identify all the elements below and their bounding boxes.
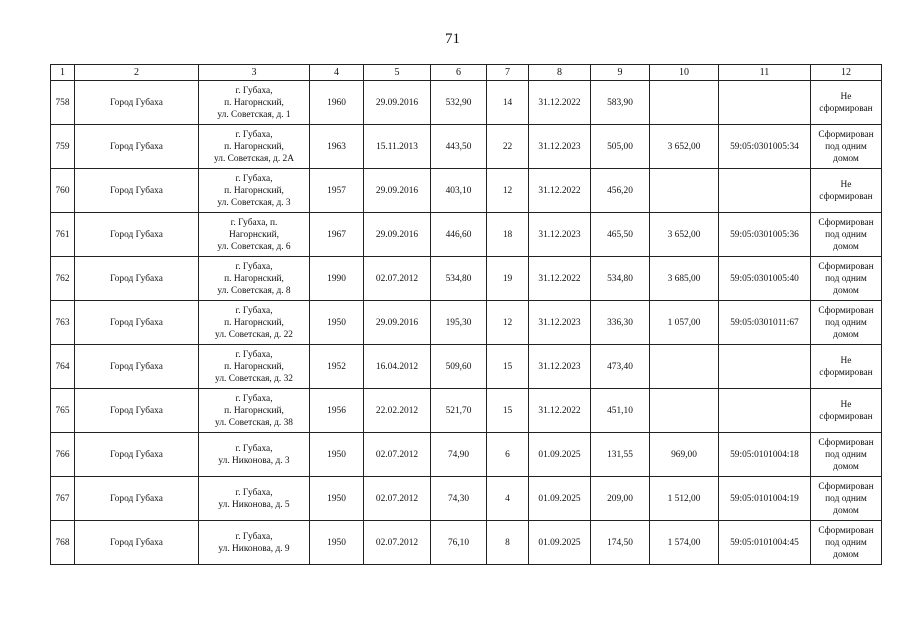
- year-cell: 1967: [310, 213, 364, 257]
- status-line: под одним: [825, 537, 867, 548]
- address-line: г. Губаха,: [235, 305, 273, 316]
- status-line: домом: [833, 505, 859, 516]
- column-header-3: 3: [199, 65, 310, 81]
- deadline-cell: 31.12.2022: [529, 389, 591, 433]
- area-2-cell: 451,10: [591, 389, 650, 433]
- address-line: г. Губаха,: [235, 129, 273, 140]
- area-cell: 74,90: [431, 433, 487, 477]
- land-area-cell: 1 512,00: [650, 477, 719, 521]
- area-cell: 532,90: [431, 81, 487, 125]
- table-row: [51, 213, 882, 257]
- row-number-cell: 758: [51, 81, 75, 125]
- land-area-cell: [650, 169, 719, 213]
- deadline-cell: 01.09.2025: [529, 477, 591, 521]
- address-line: п. Нагорнский,: [224, 405, 284, 416]
- count-cell: 15: [487, 345, 529, 389]
- land-area-cell: 1 057,00: [650, 301, 719, 345]
- date-cell: 02.07.2012: [364, 433, 431, 477]
- address-line: п. Нагорнский,: [224, 361, 284, 372]
- land-area-cell: 1 574,00: [650, 521, 719, 565]
- status-cell: [811, 81, 882, 125]
- area-2-cell: 456,20: [591, 169, 650, 213]
- area-2-cell: 534,80: [591, 257, 650, 301]
- row-number-cell: 764: [51, 345, 75, 389]
- address-line: ул. Советская, д. 3: [217, 197, 291, 208]
- address-line: п. Нагорнский,: [224, 273, 284, 284]
- status-line: домом: [833, 241, 859, 252]
- address-cell: [199, 257, 310, 301]
- status-line: Сформирован: [818, 305, 874, 316]
- year-cell: 1950: [310, 433, 364, 477]
- address-line: ул. Советская, д. 8: [217, 285, 291, 296]
- address-line: п. Нагорнский,: [224, 317, 284, 328]
- municipality-cell: Город Губаха: [75, 169, 199, 213]
- status-cell: [811, 477, 882, 521]
- area-2-cell: 473,40: [591, 345, 650, 389]
- status-line: сформирован: [819, 367, 873, 378]
- area-cell: 195,30: [431, 301, 487, 345]
- status-line: под одним: [825, 449, 867, 460]
- address-line: Нагорнский,: [228, 229, 280, 240]
- address-line: г. Губаха,: [235, 393, 273, 404]
- year-cell: 1950: [310, 477, 364, 521]
- status-line: Сформирован: [818, 525, 874, 536]
- status-line: Не: [840, 179, 852, 190]
- count-cell: 14: [487, 81, 529, 125]
- area-2-cell: 209,00: [591, 477, 650, 521]
- column-header-12: 12: [811, 65, 882, 81]
- address-line: г. Губаха,: [235, 85, 273, 96]
- address-line: п. Нагорнский,: [224, 97, 284, 108]
- address-cell: [199, 301, 310, 345]
- status-line: Сформирован: [818, 437, 874, 448]
- land-area-cell: 969,00: [650, 433, 719, 477]
- row-number-cell: 766: [51, 433, 75, 477]
- year-cell: 1990: [310, 257, 364, 301]
- deadline-cell: 31.12.2023: [529, 345, 591, 389]
- date-cell: 16.04.2012: [364, 345, 431, 389]
- status-line: под одним: [825, 141, 867, 152]
- year-cell: 1957: [310, 169, 364, 213]
- cadastral-number-cell: 59:05:0301011:67: [719, 301, 811, 345]
- date-cell: 29.09.2016: [364, 169, 431, 213]
- table-row: [51, 301, 882, 345]
- date-cell: 15.11.2013: [364, 125, 431, 169]
- area-cell: 443,50: [431, 125, 487, 169]
- status-cell: [811, 345, 882, 389]
- column-header-1: 1: [51, 65, 75, 81]
- address-cell: [199, 389, 310, 433]
- row-number-cell: 759: [51, 125, 75, 169]
- year-cell: 1956: [310, 389, 364, 433]
- cadastral-number-cell: [719, 81, 811, 125]
- address-line: г. Губаха,: [235, 487, 273, 498]
- address-line: г. Губаха,: [235, 173, 273, 184]
- deadline-cell: 31.12.2023: [529, 301, 591, 345]
- status-line: Не: [840, 355, 852, 366]
- year-cell: 1952: [310, 345, 364, 389]
- cadastral-number-cell: 59:05:0301005:40: [719, 257, 811, 301]
- land-area-cell: 3 685,00: [650, 257, 719, 301]
- row-number-cell: 760: [51, 169, 75, 213]
- deadline-cell: 31.12.2023: [529, 213, 591, 257]
- column-header-10: 10: [650, 65, 719, 81]
- address-line: г. Губаха,: [235, 349, 273, 360]
- status-line: сформирован: [819, 411, 873, 422]
- status-cell: [811, 169, 882, 213]
- deadline-cell: 01.09.2025: [529, 521, 591, 565]
- count-cell: 19: [487, 257, 529, 301]
- count-cell: 22: [487, 125, 529, 169]
- area-cell: 509,60: [431, 345, 487, 389]
- address-cell: [199, 81, 310, 125]
- date-cell: 29.09.2016: [364, 81, 431, 125]
- table-row: [51, 389, 882, 433]
- address-line: ул. Советская, д. 32: [215, 373, 293, 384]
- cadastral-number-cell: 59:05:0301005:34: [719, 125, 811, 169]
- status-cell: [811, 213, 882, 257]
- count-cell: 12: [487, 301, 529, 345]
- deadline-cell: 31.12.2022: [529, 81, 591, 125]
- area-2-cell: 583,90: [591, 81, 650, 125]
- municipality-cell: Город Губаха: [75, 389, 199, 433]
- area-cell: 446,60: [431, 213, 487, 257]
- status-cell: [811, 125, 882, 169]
- status-line: под одним: [825, 317, 867, 328]
- status-line: Сформирован: [818, 217, 874, 228]
- status-line: Сформирован: [818, 481, 874, 492]
- address-line: г. Губаха,: [235, 443, 273, 454]
- area-2-cell: 505,00: [591, 125, 650, 169]
- count-cell: 15: [487, 389, 529, 433]
- status-line: Не: [840, 399, 852, 410]
- year-cell: 1960: [310, 81, 364, 125]
- column-header-6: 6: [431, 65, 487, 81]
- row-number-cell: 765: [51, 389, 75, 433]
- municipality-cell: Город Губаха: [75, 213, 199, 257]
- land-area-cell: 3 652,00: [650, 125, 719, 169]
- municipality-cell: Город Губаха: [75, 477, 199, 521]
- status-line: Не: [840, 91, 852, 102]
- area-cell: 534,80: [431, 257, 487, 301]
- status-line: сформирован: [819, 191, 873, 202]
- status-cell: [811, 257, 882, 301]
- table-row: [51, 81, 882, 125]
- cadastral-number-cell: [719, 169, 811, 213]
- municipality-cell: Город Губаха: [75, 257, 199, 301]
- address-cell: [199, 433, 310, 477]
- page-number: 71: [445, 31, 460, 47]
- address-line: ул. Никонова, д. 9: [218, 543, 290, 554]
- row-number-cell: 768: [51, 521, 75, 565]
- area-cell: 76,10: [431, 521, 487, 565]
- status-line: сформирован: [819, 103, 873, 114]
- area-cell: 521,70: [431, 389, 487, 433]
- date-cell: 02.07.2012: [364, 257, 431, 301]
- address-cell: [199, 477, 310, 521]
- municipality-cell: Город Губаха: [75, 433, 199, 477]
- date-cell: 02.07.2012: [364, 477, 431, 521]
- area-2-cell: 336,30: [591, 301, 650, 345]
- cadastral-number-cell: [719, 345, 811, 389]
- status-cell: [811, 389, 882, 433]
- address-line: ул. Никонова, д. 5: [218, 499, 290, 510]
- date-cell: 29.09.2016: [364, 213, 431, 257]
- column-header-9: 9: [591, 65, 650, 81]
- area-cell: 74,30: [431, 477, 487, 521]
- municipality-cell: Город Губаха: [75, 125, 199, 169]
- table-row: [51, 125, 882, 169]
- land-area-cell: [650, 81, 719, 125]
- address-cell: [199, 213, 310, 257]
- header-row: [51, 65, 882, 81]
- status-cell: [811, 301, 882, 345]
- land-area-cell: [650, 389, 719, 433]
- deadline-cell: 31.12.2022: [529, 257, 591, 301]
- land-area-cell: [650, 345, 719, 389]
- address-line: ул. Советская, д. 1: [217, 109, 291, 120]
- count-cell: 4: [487, 477, 529, 521]
- address-line: ул. Советская, д. 2А: [214, 153, 294, 164]
- row-number-cell: 767: [51, 477, 75, 521]
- cadastral-number-cell: 59:05:0301005:36: [719, 213, 811, 257]
- status-line: под одним: [825, 493, 867, 504]
- status-line: домом: [833, 461, 859, 472]
- municipality-cell: Город Губаха: [75, 521, 199, 565]
- municipality-cell: Город Губаха: [75, 81, 199, 125]
- cadastral-number-cell: 59:05:0101004:18: [719, 433, 811, 477]
- address-line: г. Губаха,: [235, 531, 273, 542]
- status-line: Сформирован: [818, 129, 874, 140]
- row-number-cell: 763: [51, 301, 75, 345]
- municipality-cell: Город Губаха: [75, 345, 199, 389]
- land-area-cell: 3 652,00: [650, 213, 719, 257]
- year-cell: 1950: [310, 521, 364, 565]
- count-cell: 8: [487, 521, 529, 565]
- date-cell: 22.02.2012: [364, 389, 431, 433]
- status-line: домом: [833, 549, 859, 560]
- year-cell: 1963: [310, 125, 364, 169]
- address-line: ул. Советская, д. 22: [215, 329, 293, 340]
- count-cell: 12: [487, 169, 529, 213]
- table-row: [51, 433, 882, 477]
- status-line: под одним: [825, 229, 867, 240]
- table-row: [51, 477, 882, 521]
- row-number-cell: 762: [51, 257, 75, 301]
- area-2-cell: 131,55: [591, 433, 650, 477]
- cadastral-number-cell: 59:05:0101004:45: [719, 521, 811, 565]
- status-cell: [811, 521, 882, 565]
- date-cell: 29.09.2016: [364, 301, 431, 345]
- address-line: п. Нагорнский,: [224, 141, 284, 152]
- area-2-cell: 174,50: [591, 521, 650, 565]
- column-header-5: 5: [364, 65, 431, 81]
- column-header-11: 11: [719, 65, 811, 81]
- deadline-cell: 01.09.2025: [529, 433, 591, 477]
- address-cell: [199, 125, 310, 169]
- table-row: [51, 169, 882, 213]
- address-cell: [199, 345, 310, 389]
- table-row: [51, 257, 882, 301]
- status-line: под одним: [825, 273, 867, 284]
- area-cell: 403,10: [431, 169, 487, 213]
- status-cell: [811, 433, 882, 477]
- address-line: ул. Никонова, д. 3: [218, 455, 290, 466]
- column-header-8: 8: [529, 65, 591, 81]
- column-header-4: 4: [310, 65, 364, 81]
- column-header-2: 2: [75, 65, 199, 81]
- column-header-7: 7: [487, 65, 529, 81]
- table-body: [51, 81, 882, 565]
- address-line: г. Губаха, п.: [230, 217, 278, 228]
- cadastral-number-cell: [719, 389, 811, 433]
- address-line: п. Нагорнский,: [224, 185, 284, 196]
- deadline-cell: 31.12.2022: [529, 169, 591, 213]
- status-line: домом: [833, 285, 859, 296]
- year-cell: 1950: [310, 301, 364, 345]
- status-line: Сформирован: [818, 261, 874, 272]
- table-row: [51, 521, 882, 565]
- count-cell: 18: [487, 213, 529, 257]
- date-cell: 02.07.2012: [364, 521, 431, 565]
- area-2-cell: 465,50: [591, 213, 650, 257]
- status-line: домом: [833, 329, 859, 340]
- housing-registry-table: [50, 64, 882, 565]
- municipality-cell: Город Губаха: [75, 301, 199, 345]
- status-line: домом: [833, 153, 859, 164]
- row-number-cell: 761: [51, 213, 75, 257]
- table-row: [51, 345, 882, 389]
- count-cell: 6: [487, 433, 529, 477]
- address-line: г. Губаха,: [235, 261, 273, 272]
- cadastral-number-cell: 59:05:0101004:19: [719, 477, 811, 521]
- address-line: ул. Советская, д. 38: [215, 417, 293, 428]
- address-cell: [199, 169, 310, 213]
- address-line: ул. Советская, д. 6: [217, 241, 291, 252]
- deadline-cell: 31.12.2023: [529, 125, 591, 169]
- address-cell: [199, 521, 310, 565]
